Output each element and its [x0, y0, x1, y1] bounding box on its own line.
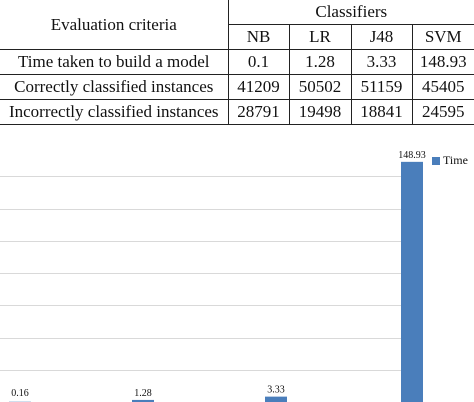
table-cell: 28791 [228, 100, 289, 125]
chart-gridlines [0, 177, 412, 371]
bar-j48 [265, 397, 287, 402]
row-label: Time taken to build a model [0, 50, 228, 75]
row-label: Correctly classified instances [0, 75, 228, 100]
data-label: 0.16 [11, 388, 29, 399]
table-header-row [0, 0, 474, 25]
table-cell: 19498 [289, 100, 351, 125]
time-bar-chart [0, 144, 474, 402]
table-cell: 45405 [412, 75, 474, 100]
table-cell: 3.33 [351, 50, 412, 75]
classifier-name: SVM [412, 25, 474, 50]
table-cell: 50502 [289, 75, 351, 100]
table-cell: 1.28 [289, 50, 351, 75]
results-table [0, 0, 474, 125]
data-label: 148.93 [398, 149, 426, 161]
table-row [0, 100, 474, 125]
data-label: 3.33 [267, 384, 285, 396]
classifier-name: J48 [351, 25, 412, 50]
legend-swatch [432, 157, 440, 165]
chart-data-labels [11, 150, 426, 399]
classifier-name: NB [228, 25, 289, 50]
criteria-header: Evaluation criteria [0, 0, 228, 50]
table-cell: 51159 [351, 75, 412, 100]
row-label: Incorrectly classified instances [0, 100, 228, 125]
bar-svm [401, 162, 423, 402]
classifiers-header: Classifiers [228, 0, 474, 25]
table-cell: 148.93 [412, 50, 474, 75]
chart-legend [432, 153, 468, 168]
table-row [0, 50, 474, 75]
table-cell: 41209 [228, 75, 289, 100]
table-cell: 18841 [351, 100, 412, 125]
data-label: 1.28 [134, 387, 152, 399]
table-cell: 24595 [412, 100, 474, 125]
classifier-name: LR [289, 25, 351, 50]
legend-label: Time [443, 153, 468, 167]
table-row [0, 75, 474, 100]
table-cell: 0.1 [228, 50, 289, 75]
chart-bars [9, 162, 423, 402]
